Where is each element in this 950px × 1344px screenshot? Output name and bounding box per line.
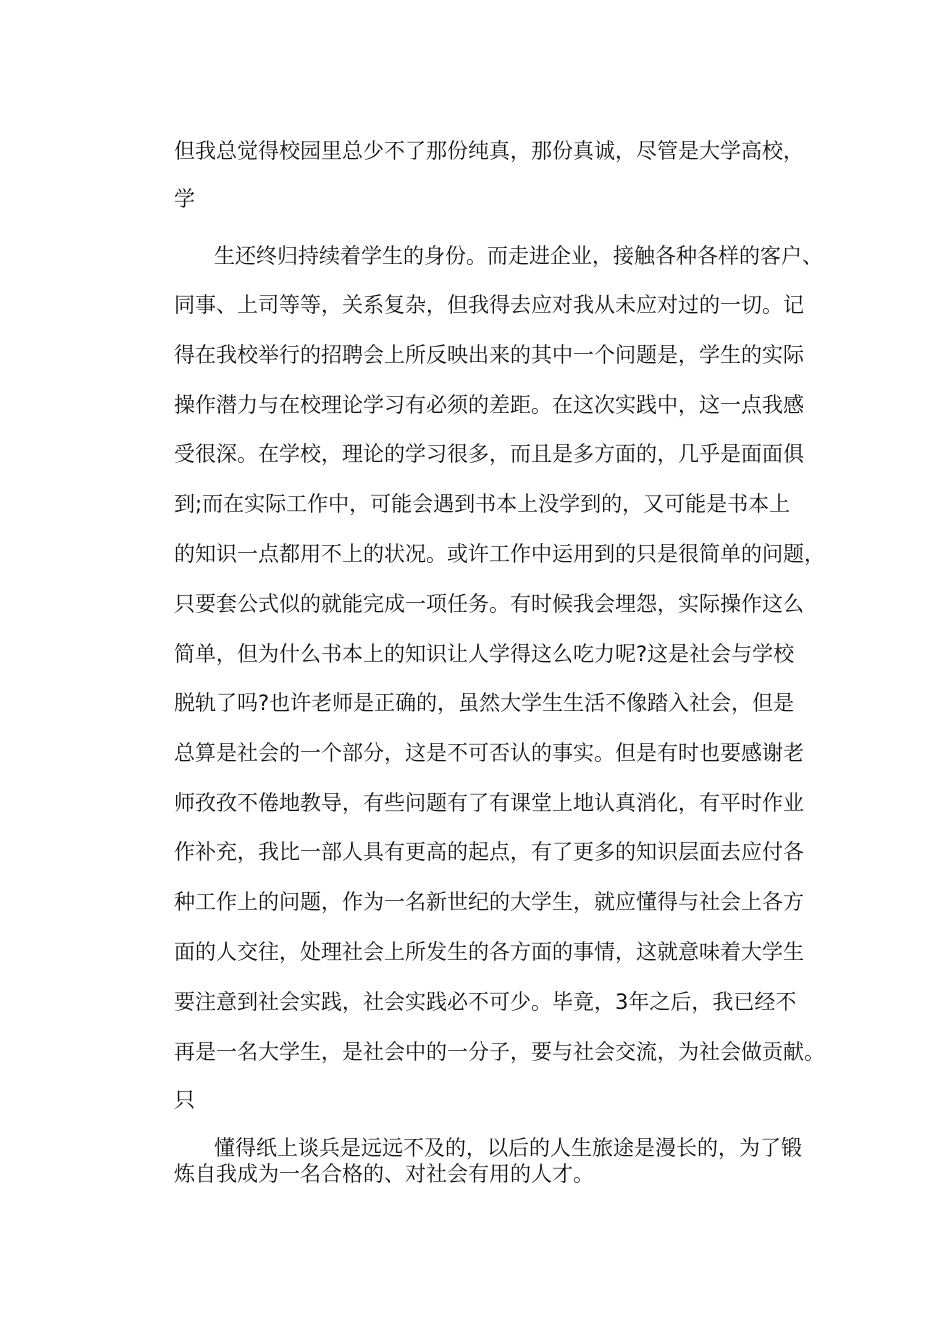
text-line: 脱轨了吗?也许老师是正确的，虽然大学生生活不像踏入社会，但是 (174, 691, 795, 715)
text-line: 操作潜力与在校理论学习有必须的差距。在这次实践中，这一点我感 (174, 393, 804, 417)
text-line: 的知识一点都用不上的状况。或许工作中运用到的只是很简单的问题， (174, 542, 825, 566)
text-line: 简单，但为什么书本上的知识让人学得这么吃力呢?这是社会与学校 (174, 642, 795, 666)
text-line: 受很深。在学校，理论的学习很多，而且是多方面的，几乎是面面俱 (174, 442, 804, 466)
text-line: 得在我校举行的招聘会上所反映出来的其中一个问题是，学生的实际 (174, 343, 804, 367)
text-line: 师孜孜不倦地教导，有些问题有了有课堂上地认真消化，有平时作业 (174, 791, 804, 815)
text-line: 懂得纸上谈兵是远远不及的，以后的人生旅途是漫长的，为了锻 (214, 1136, 802, 1160)
text-line: 到;而在实际工作中，可能会遇到书本上没学到的，又可能是书本上 (174, 492, 791, 516)
text-line: 只要套公式似的就能完成一项任务。有时候我会埋怨，实际操作这么 (174, 592, 804, 616)
text-line: 作补充，我比一部人具有更高的起点，有了更多的知识层面去应付各 (174, 840, 804, 864)
text-line: 学 (174, 187, 195, 211)
text-line: 再是一名大学生，是社会中的一分子，要与社会交流，为社会做贡献。 (174, 1040, 825, 1064)
text-line: 要注意到社会实践，社会实践必不可少。毕竟，3年之后，我已经不 (174, 990, 797, 1014)
text-line: 总算是社会的一个部分，这是不可否认的事实。但是有时也要感谢老 (174, 741, 804, 765)
text-line: 生还终归持续着学生的身份。而走进企业，接触各种各样的客户、 (214, 244, 823, 268)
text-line: 面的人交往，处理社会上所发生的各方面的事情，这就意味着大学生 (174, 940, 804, 964)
text-line: 种工作上的问题，作为一名新世纪的大学生，就应懂得与社会上各方 (174, 890, 804, 914)
text-line: 但我总觉得校园里总少不了那份纯真，那份真诚，尽管是大学高校， (174, 139, 804, 163)
text-line: 只 (174, 1088, 195, 1112)
text-line: 炼自我成为一名合格的、对社会有用的人才。 (174, 1162, 594, 1186)
text-line: 同事、上司等等，关系复杂，但我得去应对我从未应对过的一切。记 (174, 293, 804, 317)
